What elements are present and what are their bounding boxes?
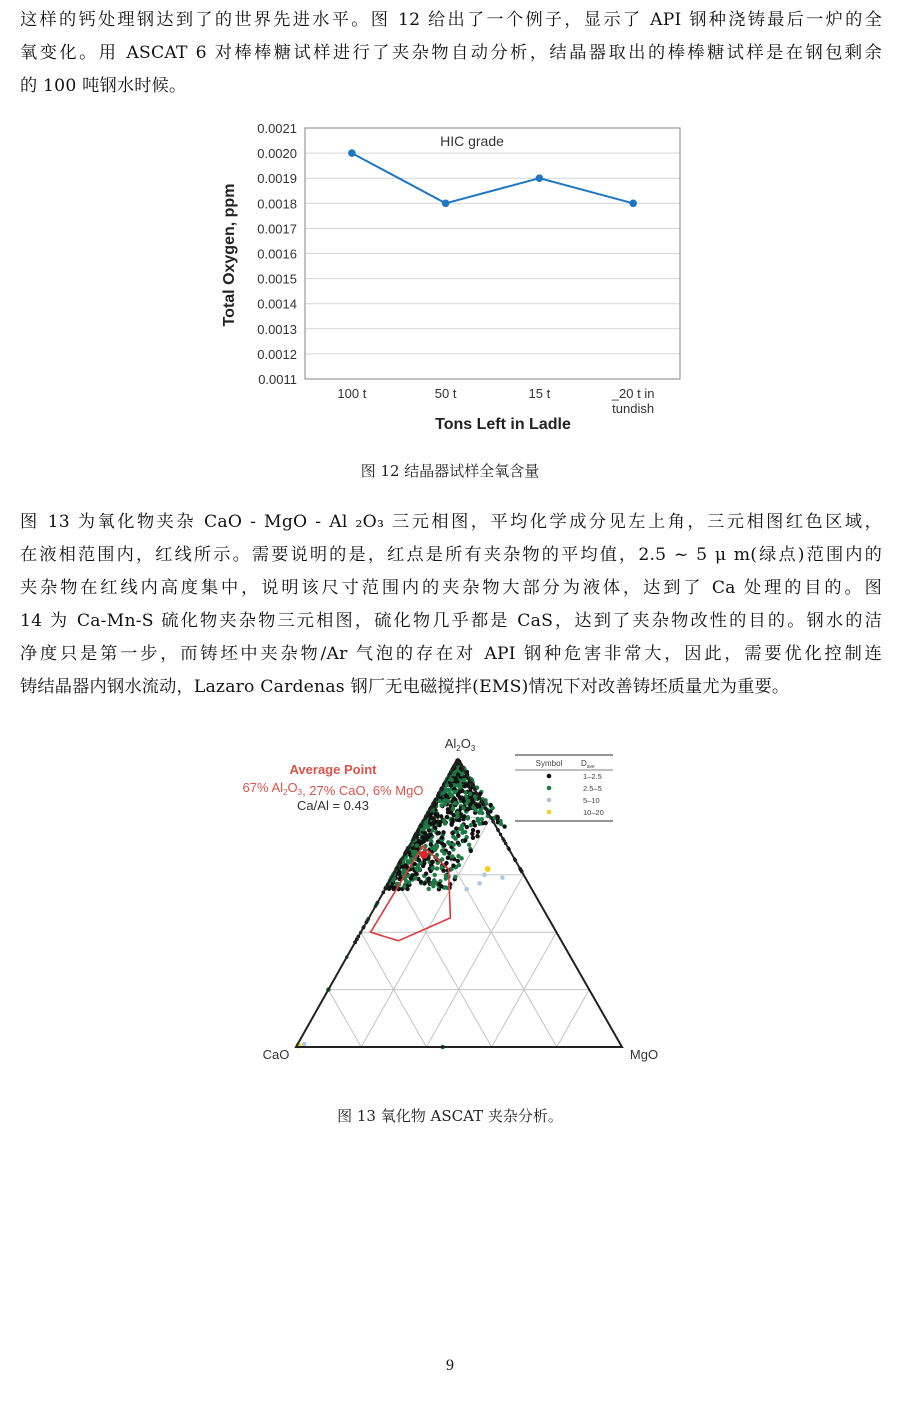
paragraph-line: 的 100 吨钢水时候。 bbox=[20, 76, 187, 96]
inclusion-point bbox=[477, 810, 481, 814]
inclusion-point bbox=[466, 816, 470, 820]
inclusion-point bbox=[430, 866, 434, 870]
average-point-title: Average Point bbox=[289, 762, 377, 777]
ternary-gridlines bbox=[328, 817, 589, 1047]
inclusion-point bbox=[453, 875, 457, 879]
y-tick-label: 0.0012 bbox=[257, 346, 297, 362]
paragraph-line: 净度只是第一步，而铸坯中夹杂物/Ar 气泡的存在对 API 钢种危害非常大，因此，需要优化控制连 bbox=[20, 644, 882, 664]
paragraph-line: 在液相范围内，红线所示。需要说明的是，红点是所有夹杂物的平均值，2.5 ~ 5 μ m(绿点)范围内的 bbox=[20, 545, 882, 565]
inclusion-point bbox=[460, 827, 464, 831]
inclusion-point bbox=[436, 839, 440, 843]
inclusion-point bbox=[437, 799, 441, 803]
y-tick-label: 0.0014 bbox=[257, 296, 297, 312]
inclusion-point bbox=[455, 814, 459, 818]
y-tick-label: 0.0018 bbox=[257, 196, 297, 212]
y-tick-label: 0.0011 bbox=[258, 372, 297, 387]
x-axis-label: Tons Left in Ladle bbox=[435, 416, 571, 433]
inclusion-point bbox=[414, 872, 418, 876]
inclusion-point bbox=[451, 864, 455, 868]
inclusion-point bbox=[436, 831, 440, 835]
paragraph-line: 夹杂物在红线内高度集中，说明该尺寸范围内的夹杂物大部分为液体，达到了 Ca 处理的目的。图 bbox=[20, 578, 882, 598]
x-tick-label: 15 t bbox=[528, 386, 551, 401]
inclusion-point bbox=[471, 836, 475, 840]
ternary-gridline bbox=[328, 990, 361, 1047]
x-tick-labels bbox=[337, 386, 654, 416]
vertex-label-al2o3: $Al_2O_3$ bbox=[444, 736, 476, 753]
legend-header-size: $D_{ave}$ bbox=[581, 759, 595, 770]
x-tick-label: _20 t in tundish bbox=[611, 386, 655, 416]
inclusion-point bbox=[456, 854, 460, 858]
paragraph-line: 14 为 Ca-Mn-S 硫化物夹杂物三元相图，硫化物几乎都是 CaS，达到了夹杂物改性的目的。钢水的洁 bbox=[20, 611, 882, 631]
inclusion-point bbox=[409, 876, 413, 880]
oxygen-line-chart bbox=[210, 115, 690, 445]
ternary-phase-diagram bbox=[225, 735, 675, 1075]
inclusion-point bbox=[462, 814, 466, 818]
average-point-marker bbox=[420, 851, 428, 859]
inclusion-point bbox=[469, 849, 473, 853]
inclusion-point bbox=[454, 826, 458, 830]
inclusion-point bbox=[426, 824, 430, 828]
size-legend bbox=[515, 755, 613, 821]
inclusion-point bbox=[447, 851, 451, 855]
inclusion-point bbox=[456, 841, 460, 845]
inclusion-point bbox=[451, 813, 455, 817]
inclusion-point bbox=[417, 858, 421, 862]
paragraph-analysis bbox=[20, 506, 882, 704]
inclusion-point bbox=[464, 887, 469, 892]
inclusion-point bbox=[488, 803, 492, 807]
inclusion-point bbox=[460, 789, 464, 793]
inclusion-point bbox=[433, 848, 437, 852]
inclusion-point bbox=[480, 817, 484, 821]
inclusion-point bbox=[441, 830, 445, 834]
inclusion-point bbox=[500, 875, 505, 880]
paragraph-line: 氧变化。用 ASCAT 6 对棒棒糖试样进行了夹杂物自动分析，结晶器取出的棒棒糖试样是在钢包剩余 bbox=[20, 43, 882, 63]
data-point bbox=[629, 200, 637, 208]
inclusion-point bbox=[450, 854, 454, 858]
inclusion-point bbox=[441, 868, 445, 872]
y-tick-label: 0.0015 bbox=[257, 271, 297, 287]
vertex-label-cao: CaO bbox=[262, 1047, 290, 1062]
inclusion-point bbox=[442, 851, 446, 855]
inclusion-point bbox=[485, 866, 491, 872]
inclusion-point bbox=[431, 816, 435, 820]
inclusion-point bbox=[413, 850, 417, 854]
inclusion-point bbox=[476, 830, 480, 834]
y-tick-label: 0.0013 bbox=[257, 321, 297, 337]
inclusion-point bbox=[437, 823, 441, 827]
inclusion-point bbox=[433, 873, 437, 877]
inclusion-point bbox=[413, 876, 417, 880]
inclusion-point bbox=[483, 821, 487, 825]
inclusion-point bbox=[465, 783, 469, 787]
inclusion-point bbox=[470, 832, 474, 836]
legend-swatch bbox=[547, 774, 552, 779]
paragraph-line: 这样的钙处理钢达到了的世界先进水平。图 12 给出了一个例子，显示了 API 钢种浇铸最后一炉的全 bbox=[20, 10, 882, 30]
inclusion-point bbox=[435, 813, 439, 817]
inclusion-point bbox=[421, 864, 425, 868]
inclusion-point bbox=[449, 793, 453, 797]
y-axis-label: Total Oxygen, ppm bbox=[221, 183, 238, 327]
ternary-gridline bbox=[557, 990, 589, 1047]
legend-swatch bbox=[547, 810, 552, 815]
inclusion-point bbox=[420, 835, 424, 839]
inclusion-point bbox=[445, 815, 449, 819]
inclusion-point bbox=[458, 796, 462, 800]
inclusion-point bbox=[453, 836, 457, 840]
inclusion-point bbox=[450, 831, 454, 835]
inclusion-point bbox=[447, 842, 451, 846]
inclusion-point bbox=[451, 819, 455, 823]
inclusion-point bbox=[453, 777, 457, 781]
inclusion-point bbox=[466, 799, 470, 803]
inclusion-point bbox=[445, 794, 449, 798]
inclusion-point bbox=[465, 825, 469, 829]
y-tick-label: 0.0019 bbox=[257, 171, 297, 187]
inclusion-point bbox=[420, 840, 424, 844]
chart-gridlines bbox=[305, 128, 680, 379]
inclusion-point bbox=[478, 821, 482, 825]
inclusion-point bbox=[453, 801, 457, 805]
inclusion-point bbox=[446, 807, 450, 811]
inclusion-point bbox=[469, 823, 473, 827]
inclusion-point bbox=[426, 835, 430, 839]
inclusion-point bbox=[456, 783, 460, 787]
inclusion-point bbox=[387, 887, 391, 891]
inclusion-point bbox=[443, 802, 447, 806]
inclusion-point bbox=[475, 834, 479, 838]
inclusion-point bbox=[430, 860, 434, 864]
inclusion-point bbox=[419, 880, 423, 884]
y-tick-label: 0.0020 bbox=[257, 146, 297, 162]
inclusion-point bbox=[452, 790, 456, 794]
legend-label: 5–10 bbox=[583, 796, 600, 805]
ca-al-ratio: Ca/Al = 0.43 bbox=[297, 798, 369, 813]
vertex-label-mgo: MgO bbox=[629, 1047, 659, 1062]
inclusion-point bbox=[495, 815, 499, 819]
inclusion-point bbox=[422, 827, 426, 831]
inclusion-point bbox=[463, 838, 467, 842]
inclusion-point bbox=[482, 873, 487, 878]
ternary-gridline bbox=[393, 875, 491, 1047]
inclusion-point bbox=[468, 792, 472, 796]
inclusion-point bbox=[431, 821, 435, 825]
x-tick-label: 100 t bbox=[337, 386, 367, 401]
legend-label: 10–20 bbox=[583, 808, 604, 817]
average-point-composition: 67% $Al_2O_3$, 27% CaO, 6% MgO bbox=[242, 780, 424, 798]
legend-label: 2.5–5 bbox=[583, 784, 602, 793]
paragraph-intro bbox=[20, 4, 882, 103]
y-tick-label: 0.0017 bbox=[257, 221, 297, 237]
inclusion-point bbox=[456, 859, 460, 863]
inclusion-point bbox=[424, 871, 428, 875]
inclusion-point bbox=[446, 856, 450, 860]
inclusion-point bbox=[446, 799, 450, 803]
inclusion-point bbox=[429, 842, 433, 846]
inclusion-point bbox=[437, 882, 441, 886]
y-tick-label: 0.0021 bbox=[257, 121, 297, 136]
x-tick-label: 50 t bbox=[434, 386, 457, 401]
inclusion-point bbox=[302, 1042, 307, 1047]
paragraph-line: 铸结晶器内钢水流动，Lazaro Cardenas 钢厂无电磁搅拌(EMS)情况下对改善铸坯质量尤为重要。 bbox=[20, 677, 790, 697]
paragraph-line: 图 13 为氧化物夹杂 CaO - MgO - Al ₂O₃ 三元相图，平均化学成分见左上角，三元相图红色区域， bbox=[20, 512, 882, 532]
data-point bbox=[348, 149, 356, 157]
y-tick-labels bbox=[257, 121, 297, 387]
inclusion-point bbox=[442, 843, 446, 847]
figure-13-caption: 图 13 氧化物 ASCAT 夹杂分析。 bbox=[337, 1107, 563, 1125]
legend-swatch bbox=[547, 798, 552, 803]
inclusion-point bbox=[451, 842, 455, 846]
inclusion-point bbox=[470, 798, 474, 802]
inclusion-point bbox=[427, 887, 431, 891]
inclusion-point bbox=[427, 876, 431, 880]
inclusion-point bbox=[456, 772, 460, 776]
inclusion-point bbox=[499, 822, 503, 826]
legend-header-symbol: Symbol bbox=[535, 759, 563, 768]
data-point bbox=[442, 200, 450, 208]
inclusion-point bbox=[474, 802, 478, 806]
inclusion-point bbox=[402, 884, 406, 888]
inclusion-point bbox=[435, 866, 439, 870]
inclusion-point bbox=[467, 843, 471, 847]
ternary-gridline bbox=[426, 875, 523, 1047]
inclusion-point bbox=[451, 807, 455, 811]
data-point bbox=[536, 174, 544, 182]
inclusion-point bbox=[460, 823, 464, 827]
inclusion-point bbox=[414, 866, 418, 870]
inclusion-point bbox=[440, 835, 444, 839]
legend-label: 1–2.5 bbox=[583, 772, 602, 781]
inclusion-point bbox=[442, 818, 446, 822]
inclusion-point bbox=[466, 807, 470, 811]
y-tick-label: 0.0016 bbox=[257, 246, 297, 262]
chart-title: HIC grade bbox=[440, 133, 504, 149]
page-number: 9 bbox=[446, 1357, 454, 1374]
inclusion-point bbox=[477, 881, 482, 886]
inclusion-point bbox=[462, 778, 466, 782]
figure-12-caption: 图 12 结晶器试样全氧含量 bbox=[360, 462, 540, 480]
legend-swatch bbox=[547, 786, 552, 791]
inclusion-point bbox=[415, 843, 419, 847]
inclusion-point bbox=[461, 806, 465, 810]
